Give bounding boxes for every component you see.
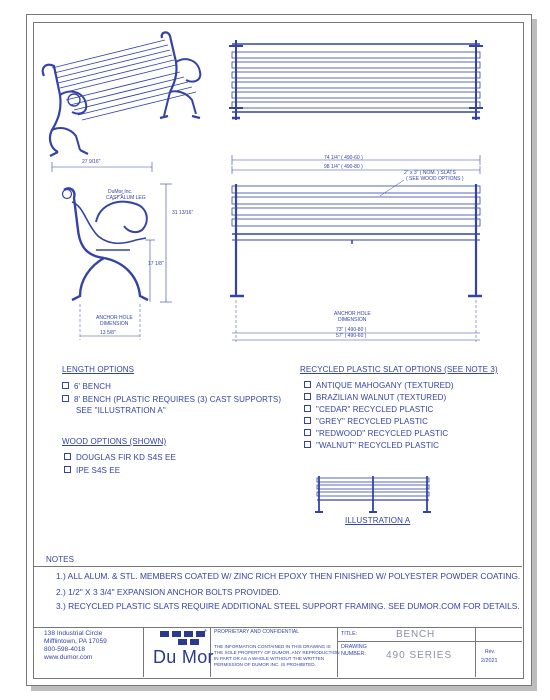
title-value: BENCH: [396, 629, 436, 640]
drawing-number-value: 490 SERIES: [386, 650, 453, 661]
checkbox: [64, 453, 71, 460]
revision-value: 2/2021: [481, 658, 498, 664]
illustration-a-label: ILLUSTRATION A: [345, 516, 411, 525]
leg-label-line1: DuMor Inc.: [108, 189, 133, 195]
plastic-option-grey: "GREY" RECYCLED PLASTIC: [304, 417, 428, 426]
front-anchor-dimension-2: 57" ( 490-60 ): [336, 333, 367, 339]
disclaimer-line-4: PERMISSION OF DUMOR INC. IS PROHIBITED.: [214, 662, 316, 667]
illustration-a-drawing: [315, 476, 431, 512]
back-view: [229, 40, 483, 120]
front-anchor-label-2: DIMENSION: [338, 317, 367, 323]
seat-height-dimension: 17 1/8": [148, 261, 164, 267]
length-dimension-8ft: 98 1/4" ( 490-80 ): [324, 164, 363, 170]
plastic-option-mahogany: ANTIQUE MAHOGANY (TEXTURED): [304, 381, 454, 390]
checkbox: [62, 395, 69, 402]
note-3: 3.) RECYCLED PLASTIC SLATS REQUIRE ADDITIONAL STEEL SUPPORT FRAMING. SEE DUMOR.COM FOR DETAILS.: [56, 601, 520, 611]
drawing-number-label-2: NUMBER:: [341, 651, 366, 657]
side-width-dimension: 27 9/16": [82, 159, 101, 165]
length-option-6ft: 6' BENCH: [62, 382, 111, 391]
dumor-logo: Du Mor: [153, 647, 214, 667]
side-anchor-dimension: 13 5/8": [100, 330, 116, 336]
wood-option-fir: DOUGLAS FIR KD S4S EE: [64, 453, 176, 462]
plastic-options-title: RECYCLED PLASTIC SLAT OPTIONS (SEE NOTE 3): [300, 365, 498, 374]
disclaimer-line-3: IN PART OR AS A WHOLE WITHOUT THE WRITTEN: [214, 656, 325, 661]
front-anchor-dimension-1: 73" ( 490-80 ): [336, 327, 367, 333]
length-option-8ft: 8' BENCH (PLASTIC REQUIRES (3) CAST SUPPORTS): [62, 395, 281, 404]
checkbox: [304, 417, 311, 424]
plastic-option-walnut: "WALNUT" RECYCLED PLASTIC: [304, 441, 439, 450]
drawing-number-label-1: DRAWING: [341, 644, 367, 650]
title-divider: [338, 641, 522, 642]
checkbox: [304, 381, 311, 388]
checkbox: [304, 405, 311, 412]
disclaimer-line-1: THE INFORMATION CONTAINED IN THIS DRAWING IS: [214, 644, 331, 649]
checkbox: [304, 393, 311, 400]
title-label: TITLE:: [341, 631, 358, 637]
website: www.dumor.com: [44, 654, 93, 661]
registered-mark: ®: [204, 628, 207, 633]
front-anchor-label-1: ANCHOR HOLE: [334, 311, 371, 317]
plastic-option-walnut-textured: BRAZILIAN WALNUT (TEXTURED): [304, 393, 446, 402]
checkbox: [64, 466, 71, 473]
address-line-1: 138 Industrial Circle: [44, 630, 103, 637]
disclaimer-line-2: THE SOLE PROPERTY OF DUMOR. ANY REPRODUCTION: [214, 650, 340, 655]
length-dimension-6ft: 74 1/4" ( 490-60 ): [324, 155, 363, 161]
plastic-option-redwood: "REDWOOD" RECYCLED PLASTIC: [304, 429, 448, 438]
checkbox: [304, 441, 311, 448]
notes-title: NOTES: [46, 555, 75, 564]
revision-label: Rev.: [485, 649, 495, 655]
leg-label-line2: CAST ALUM LEG: [106, 195, 146, 201]
wood-options-title: WOOD OPTIONS (SHOWN): [62, 437, 167, 446]
notes-divider: [33, 566, 522, 567]
plastic-option-cedar: "CEDAR" RECYCLED PLASTIC: [304, 405, 433, 414]
isometric-bench-view: [43, 32, 201, 156]
side-anchor-label-2: DIMENSION: [100, 321, 129, 327]
note-1: 1.) ALL ALUM. & STL. MEMBERS COATED W/ ZINC RICH EPOXY THEN FINISHED W/ POLYESTER POWDER COATING.: [56, 571, 521, 581]
overall-height-dimension: 31 13/16": [172, 210, 194, 216]
slat-label-line1: 2" x 3" ( NOM. ) SLATS: [404, 170, 456, 176]
length-options-title: LENGTH OPTIONS: [62, 365, 135, 374]
address-line-2: Mifflintown, PA 17059: [44, 638, 107, 645]
checkbox: [62, 382, 69, 389]
side-anchor-label-1: ANCHOR HOLE: [96, 315, 133, 321]
phone-number: 800-598-4018: [44, 646, 86, 653]
note-2: 2.) 1/2" X 3 3/4" EXPANSION ANCHOR BOLTS PROVIDED.: [56, 587, 281, 597]
checkbox: [304, 429, 311, 436]
wood-option-ipe: IPE S4S EE: [64, 466, 120, 475]
length-option-note: SEE "ILLUSTRATION A": [76, 406, 166, 415]
confidential-label: PROPRIETARY AND CONFIDENTIAL: [214, 629, 300, 635]
slat-label-line2: ( SEE WOOD OPTIONS ): [406, 176, 464, 182]
